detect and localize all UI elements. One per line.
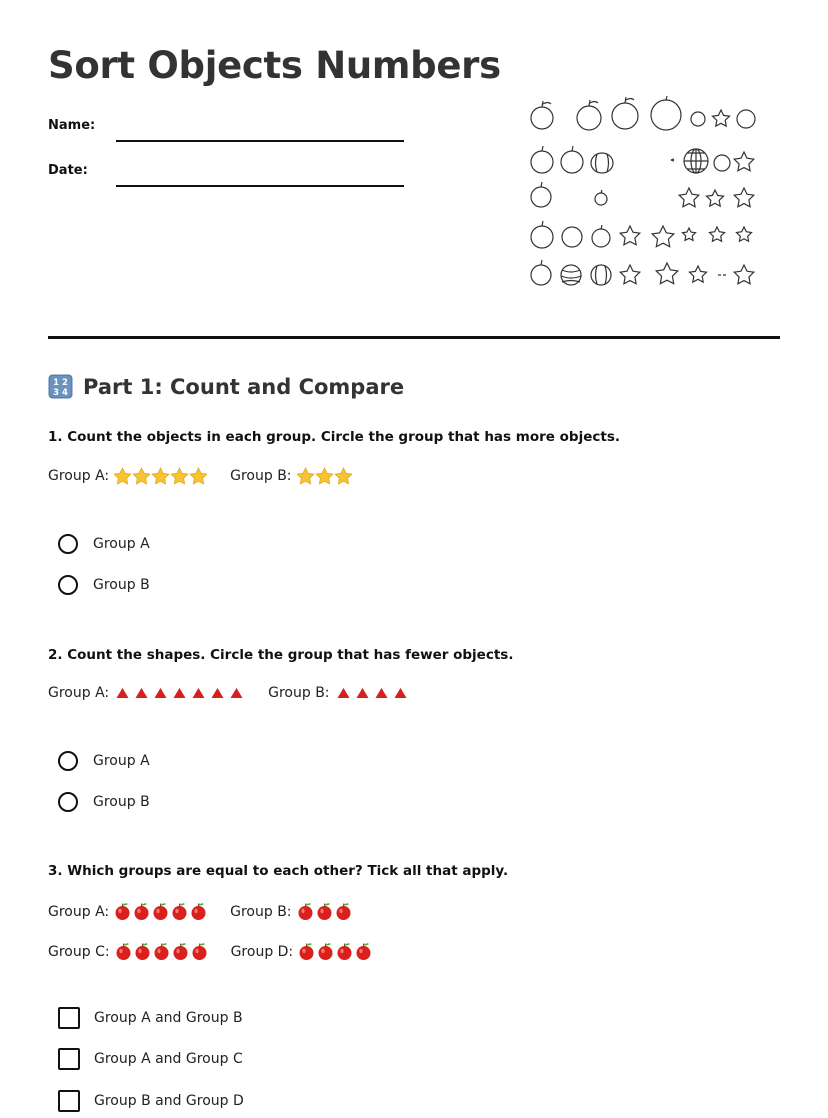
star-outline-icon <box>679 188 699 207</box>
question-2-groups <box>48 685 410 701</box>
apple-outline-icon <box>592 225 610 247</box>
group-icons <box>296 902 353 921</box>
pumpkin-outline-icon <box>591 153 613 173</box>
apple-outline-icon <box>577 100 601 130</box>
checkbox[interactable] <box>58 1007 80 1029</box>
option-radio[interactable] <box>58 792 150 812</box>
star-icon <box>151 467 170 485</box>
apple-icon <box>114 942 133 961</box>
question-3-groups-row-1 <box>48 902 353 921</box>
apple-icon <box>170 902 189 921</box>
option-label: Group B <box>93 577 150 593</box>
group-label: Group D: <box>230 943 294 960</box>
star-outline-icon <box>683 228 696 240</box>
group-icons <box>334 686 410 700</box>
apple-outline-icon <box>531 182 551 207</box>
star-outline-icon <box>656 263 678 284</box>
option-label: Group A and Group B <box>94 1010 243 1026</box>
triangle-icon <box>113 686 132 700</box>
option-radio[interactable] <box>58 575 150 595</box>
option-label: Group A <box>93 536 150 552</box>
group-icons <box>114 942 209 961</box>
option-label: Group A <box>93 753 150 769</box>
option-label: Group B <box>93 794 150 810</box>
star-outline-icon <box>620 265 640 284</box>
circle-outline-icon <box>691 112 705 126</box>
star-outline-icon <box>737 227 752 241</box>
apple-icon <box>132 902 151 921</box>
apple-outline-icon <box>531 146 553 173</box>
group-label: Group A: <box>48 685 110 701</box>
group-label: Group C: <box>48 943 110 960</box>
name-input-line[interactable] <box>116 140 404 142</box>
star-outline-icon <box>734 152 754 171</box>
star-icon <box>132 467 151 485</box>
group-icons <box>113 902 208 921</box>
apple-icon <box>171 942 190 961</box>
group-label: Group B: <box>230 903 292 920</box>
triangle-icon <box>151 686 170 700</box>
apple-icon <box>334 902 353 921</box>
radio-button[interactable] <box>58 792 78 812</box>
apple-outline-icon <box>531 101 553 129</box>
question-2-prompt: 2. Count the shapes. Circle the group that has fewer objects. <box>48 647 514 663</box>
group-icons <box>113 467 208 485</box>
ball-outline-icon <box>561 265 581 285</box>
question-3-groups-row-2 <box>48 942 373 961</box>
apple-icon <box>296 902 315 921</box>
triangle-icon <box>189 686 208 700</box>
checkbox[interactable] <box>58 1048 80 1070</box>
group-icons <box>113 686 246 700</box>
circle-outline-icon <box>737 110 755 128</box>
circle-outline-icon <box>562 227 582 247</box>
circle-outline-icon <box>714 155 730 171</box>
date-input-line[interactable] <box>116 185 404 187</box>
option-label: Group B and Group D <box>94 1093 244 1109</box>
radio-button[interactable] <box>58 534 78 554</box>
svg-text:3 4: 3 4 <box>53 388 68 398</box>
triangle-icon <box>334 686 353 700</box>
question-3-prompt: 3. Which groups are equal to each other? Tick all that apply. <box>48 863 509 879</box>
star-outline-icon <box>734 188 754 207</box>
date-label: Date: <box>48 163 88 178</box>
option-checkbox[interactable] <box>58 1048 243 1070</box>
star-icon <box>315 467 334 485</box>
apple-outline-icon <box>651 96 681 130</box>
apple-outline-icon <box>612 97 638 129</box>
group-label: Group A: <box>48 903 110 920</box>
group-label: Group A: <box>48 468 110 484</box>
apple-outline-icon <box>531 260 551 285</box>
dash-mark <box>671 159 674 161</box>
apple-outline-icon <box>595 190 607 205</box>
name-field-row <box>48 118 404 133</box>
globe-outline-icon <box>684 149 708 173</box>
decorative-objects-illustration <box>526 96 766 296</box>
triangle-icon <box>208 686 227 700</box>
apple-icon <box>297 942 316 961</box>
star-icon <box>334 467 353 485</box>
apple-icon <box>133 942 152 961</box>
section-heading <box>48 374 404 399</box>
apple-icon <box>316 942 335 961</box>
apple-outline-icon <box>531 221 553 248</box>
apple-icon <box>315 902 334 921</box>
svg-text:1 2: 1 2 <box>53 378 68 388</box>
star-outline-icon <box>690 266 707 282</box>
apple-outline-icon <box>561 146 583 173</box>
name-label: Name: <box>48 118 96 133</box>
triangle-icon <box>391 686 410 700</box>
group-icons <box>296 467 353 485</box>
question-1-groups <box>48 467 353 485</box>
option-radio[interactable] <box>58 534 150 554</box>
triangle-icon <box>132 686 151 700</box>
apple-icon <box>152 942 171 961</box>
radio-button[interactable] <box>58 575 78 595</box>
star-outline-icon <box>707 190 724 206</box>
triangle-icon <box>353 686 372 700</box>
option-label: Group A and Group C <box>94 1051 243 1067</box>
group-label: Group B: <box>230 468 292 484</box>
apple-icon <box>354 942 373 961</box>
star-outline-icon <box>734 265 754 284</box>
section-divider <box>48 336 780 339</box>
triangle-icon <box>372 686 391 700</box>
pumpkin-outline-icon <box>591 265 611 285</box>
star-outline-icon <box>652 226 674 247</box>
radio-button[interactable] <box>58 751 78 771</box>
page-title: Sort Objects Numbers <box>48 44 501 87</box>
numbers-keycap-icon <box>48 374 73 399</box>
apple-icon <box>151 902 170 921</box>
triangle-icon <box>170 686 189 700</box>
star-outline-icon <box>713 110 730 126</box>
star-outline-icon <box>710 227 725 241</box>
star-icon <box>113 467 132 485</box>
option-checkbox[interactable] <box>58 1007 243 1029</box>
option-checkbox[interactable] <box>58 1090 244 1112</box>
star-outline-icon <box>620 226 640 245</box>
date-field-row <box>48 163 404 178</box>
star-icon <box>189 467 208 485</box>
apple-icon <box>189 902 208 921</box>
apple-icon <box>190 942 209 961</box>
star-icon <box>296 467 315 485</box>
group-label: Group B: <box>268 685 330 701</box>
checkbox[interactable] <box>58 1090 80 1112</box>
section-heading-text: Part 1: Count and Compare <box>83 374 405 399</box>
apple-icon <box>113 902 132 921</box>
apple-icon <box>335 942 354 961</box>
option-radio[interactable] <box>58 751 150 771</box>
question-1-prompt: 1. Count the objects in each group. Circle the group that has more objects. <box>48 429 620 445</box>
triangle-icon <box>227 686 246 700</box>
star-icon <box>170 467 189 485</box>
group-icons <box>297 942 373 961</box>
